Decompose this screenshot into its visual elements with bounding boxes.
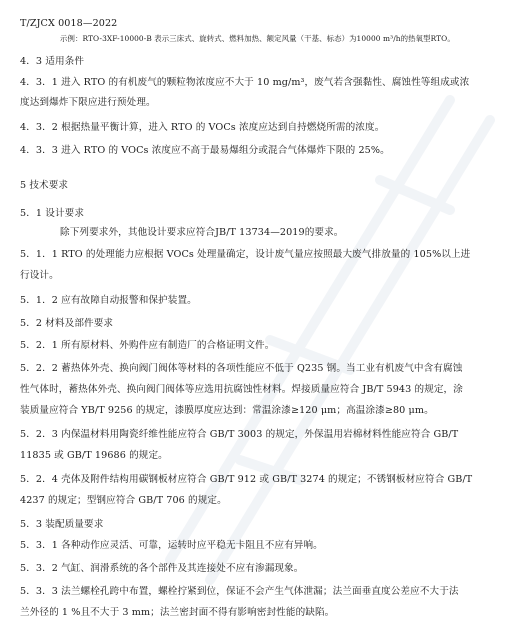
clause-4-3-1-line-2: 度达到爆炸下限应进行预处理。 <box>20 97 156 108</box>
section-heading-5: 5 技术要求 <box>20 180 69 191</box>
section-heading-4-3: 4．3 适用条件 <box>20 56 85 67</box>
clause-4-3-3: 4．3．3 进入 RTO 的 VOCs 浓度应不高于最易爆组分或混合气体爆炸下限的 25%。 <box>20 145 390 156</box>
clause-5-3-2: 5．3．2 气缸、润滑系统的各个部件及其连接处不应有渗漏现象。 <box>20 563 304 574</box>
section-heading-5-3: 5．3 装配质量要求 <box>20 519 104 530</box>
clause-5-2-2-line-3: 装质量应符合 YB/T 9256 的规定，漆膜厚度应达到：常温涂漆≥120 μm；高温涂漆≥80 μm。 <box>20 405 434 416</box>
clause-5-2-2-line-1: 5．2．2 蓄热体外壳、换向阀门阀体等材料的各项性能应不低于 Q235 钢。当工业有机废气中含有腐蚀 <box>20 363 463 374</box>
example-note: 示例：RTO-3XF-10000-B 表示三床式、旋转式、燃料加热、额定风量（干基、标态）为10000 m³/h的热氧型RTO。 <box>60 34 455 43</box>
clause-5-1-1-line-2: 行设计。 <box>20 270 59 281</box>
clause-5-2-2-line-2: 性气体时，蓄热体外壳、换向阀门阀体等应选用抗腐蚀性材料。焊接质量应符合 JB/T 5943 的规定，涂 <box>20 384 463 395</box>
section-heading-5-1: 5．1 设计要求 <box>20 208 85 219</box>
clause-5-3-1: 5．3．1 各种动作应灵活、可靠，运转时应平稳无卡阻且不应有异响。 <box>20 540 323 551</box>
section-heading-5-2: 5．2 材料及部件要求 <box>20 318 114 329</box>
clause-5-2-3-line-2: 11835 或 GB/T 19686 的规定。 <box>20 450 168 461</box>
clause-4-3-2: 4．3．2 根据热量平衡计算，进入 RTO 的 VOCs 浓度应达到自持燃烧所需的浓度。 <box>20 122 385 133</box>
document-id: T/ZJCX 0018—2022 <box>20 18 118 29</box>
clause-5-3-3-line-2: 兰外径的 1 %且不大于 3 mm；法兰密封面不得有影响密封性能的缺陷。 <box>20 607 335 618</box>
clause-5-2-1: 5．2．1 所有原材料、外购件应有制造厂的合格证明文件。 <box>20 340 275 351</box>
clause-5-1-1-line-1: 5．1．1 RTO 的处理能力应根据 VOCs 处理量确定，设计废气量应按照最大废气排放量的 105%以上进 <box>20 249 471 260</box>
clause-5-1-2: 5．1．2 应有故障自动报警和保护装置。 <box>20 295 197 306</box>
clause-4-3-1-line-1: 4．3．1 进入 RTO 的有机废气的颗粒物浓度应不大于 10 mg/m³，废气若含强黏性、腐蚀性等组成或浓 <box>20 77 470 88</box>
clause-5-1-intro: 除下列要求外，其他设计要求应符合JB/T 13734—2019的要求。 <box>60 227 344 238</box>
clause-5-3-3-line-1: 5．3．3 法兰螺栓孔跨中布置，螺栓拧紧到位，保证不会产生气体泄漏；法兰面垂直度公差应不大于法 <box>20 586 459 597</box>
clause-5-2-4-line-2: 4237 的规定；型钢应符合 GB/T 706 的规定。 <box>20 495 227 506</box>
clause-5-2-3-line-1: 5．2．3 内保温材料用陶瓷纤维性能应符合 GB/T 3003 的规定，外保温用岩棉材料性能应符合 GB/T <box>20 429 459 440</box>
clause-5-2-4-line-1: 5．2．4 壳体及附件结构用碳钢板材应符合 GB/T 912 或 GB/T 3274 的规定；不锈钢板材应符合 GB/T <box>20 474 473 485</box>
